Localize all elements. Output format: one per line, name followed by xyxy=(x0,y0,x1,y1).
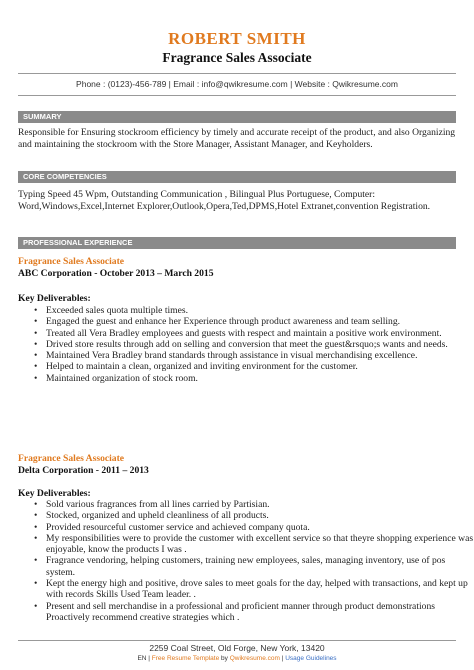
footer-divider xyxy=(18,640,456,641)
free-template-link[interactable]: Free Resume Template xyxy=(151,655,220,662)
list-item: • Treated all Vera Bradley employees and guests with respect and maintain a positive work environment. xyxy=(46,328,474,339)
job-1-deliverables-label: Key Deliverables: xyxy=(18,293,91,304)
footer-credit: EN | Free Resume Template by Qwikresume.com | Usage Guidelines xyxy=(137,655,337,662)
list-item: • Sold various fragrances from all lines carried by Partisian. xyxy=(46,499,474,510)
footer-lang: EN xyxy=(137,655,147,662)
header-divider-top xyxy=(18,73,456,74)
job-2-role: Fragrance Sales Associate xyxy=(18,453,125,464)
qwikresume-link[interactable]: Qwikresume.com xyxy=(229,655,280,662)
job-1-deliverables xyxy=(18,305,474,384)
job-2-company: Delta Corporation - 2011 – 2013 xyxy=(18,465,149,476)
list-item: • Present and sell merchandise in a professional and proficient manner through product demonstrations Proactively recommend creative strategies which . xyxy=(46,601,474,624)
job-2-deliverables-label: Key Deliverables: xyxy=(18,488,91,499)
list-item: • Maintained organization of stock room. xyxy=(46,373,474,384)
section-experience-heading: PROFESSIONAL EXPERIENCE xyxy=(18,237,456,249)
list-item: • Drived store results through add on selling and conversion that meet the guest&rsquo;s wants and needs. xyxy=(46,339,474,350)
candidate-name: ROBERT SMITH xyxy=(168,29,306,48)
email-link[interactable]: Email : info@qwikresume.com xyxy=(173,79,288,89)
list-item: • Engaged the guest and enhance her Experience through product awareness and team selling. xyxy=(46,316,474,327)
usage-guidelines-link[interactable]: Usage Guidelines xyxy=(285,655,337,662)
footer-address: 2259 Coal Street, Old Forge, New York, 13420 xyxy=(149,643,325,653)
list-item: • Maintained Vera Bradley brand standards through assistance in visual merchandising excellence. xyxy=(46,350,474,361)
list-item: • Exceeded sales quota multiple times. xyxy=(46,305,474,316)
list-item: • Provided resourceful customer service and achieved company quota. xyxy=(46,522,474,533)
job-2-deliverables xyxy=(18,499,474,623)
list-item: • Fragrance vendoring, helping customers, training new employees, sales, managing inventory, use of pos system. xyxy=(46,555,474,578)
list-item: • Stocked, organized and upheld cleanliness of all products. xyxy=(46,510,474,521)
header-divider-bottom xyxy=(18,95,456,96)
list-item: • Helped to maintain a clean, organized and inviting environment for the customer. xyxy=(46,361,474,372)
job-1-role: Fragrance Sales Associate xyxy=(18,256,125,267)
section-skills-heading: CORE COMPETENCIES xyxy=(18,171,456,183)
website-link[interactable]: Website : Qwikresume.com xyxy=(294,79,398,89)
phone: Phone : (0123)-456-789 xyxy=(76,79,167,89)
job-title: Fragrance Sales Associate xyxy=(162,50,312,65)
skills-text: Typing Speed 45 Wpm, Outstanding Communication , Bilingual Plus Portuguese, Computer: Word,Windows,Excel,Internet Explorer,Outlook,Opera,Ted,DPMS,Hotel Extranet,convention Registration. xyxy=(18,189,431,212)
contact-line: Phone : (0123)-456-789 | Email : info@qwikresume.com | Website : Qwikresume.com xyxy=(76,79,398,89)
list-item: • My responsibilities were to provide the customer with excellent service so that theyre shopping experience was enjoyable, know the products I was . xyxy=(46,533,474,556)
section-summary-heading: SUMMARY xyxy=(18,111,456,123)
list-item: • Kept the energy high and positive, drove sales to meet goals for the day, helped with transactions, and kept up with records Skills Used Team leader. . xyxy=(46,578,474,601)
summary-text: Responsible for Ensuring stockroom efficiency by timely and accurate receipt of the product, and also Organizing and maintaining the stockroom with the Store Manager, Assistant Manager, and Keyholders. xyxy=(18,127,456,150)
job-1-company: ABC Corporation - October 2013 – March 2015 xyxy=(18,268,214,279)
